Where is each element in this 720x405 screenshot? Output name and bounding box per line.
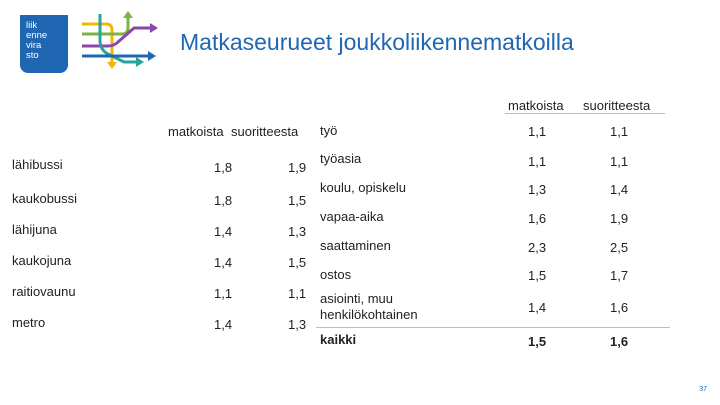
row-label: raitiovaunu xyxy=(12,284,76,299)
value-matkoista: 1,4 xyxy=(214,224,233,239)
value-suoritteesta: 1,1 xyxy=(610,154,629,169)
page-title: Matkaseurueet joukkoliikennematkoilla xyxy=(180,29,574,55)
value-matkoista: 1,4 xyxy=(214,317,233,332)
arrow-head-yellow xyxy=(107,62,117,69)
row-label-continued: henkilökohtainen xyxy=(320,307,418,322)
arrow-head-purple xyxy=(150,23,158,33)
row-label: työasia xyxy=(320,151,362,166)
value-matkoista: 1,6 xyxy=(528,211,547,226)
value-matkoista: 1,1 xyxy=(214,286,233,301)
value-suoritteesta: 1,1 xyxy=(288,286,307,301)
value-matkoista: 1,1 xyxy=(528,124,547,139)
row-label: metro xyxy=(12,315,46,330)
total-value-matkoista: 1,5 xyxy=(528,334,547,349)
column-header-suoritteesta: suoritteesta xyxy=(231,124,299,139)
row-label: lähijuna xyxy=(12,222,57,237)
value-suoritteesta: 1,6 xyxy=(610,300,629,315)
value-matkoista: 1,8 xyxy=(214,160,233,175)
row-label: kaukobussi xyxy=(12,191,78,206)
row-label: asiointi, muu xyxy=(320,291,393,306)
value-suoritteesta: 1,9 xyxy=(610,211,629,226)
value-suoritteesta: 2,5 xyxy=(610,240,629,255)
value-matkoista: 1,5 xyxy=(528,268,547,283)
value-suoritteesta: 1,5 xyxy=(288,255,307,270)
total-divider xyxy=(316,327,670,328)
value-suoritteesta: 1,1 xyxy=(610,124,629,139)
value-suoritteesta: 1,7 xyxy=(610,268,629,283)
value-suoritteesta: 1,3 xyxy=(288,317,307,332)
row-label: kaukojuna xyxy=(12,253,72,268)
page-number: 37 xyxy=(699,386,707,393)
value-matkoista: 1,4 xyxy=(214,255,233,270)
value-suoritteesta: 1,5 xyxy=(288,193,307,208)
logo-line: vira xyxy=(26,40,42,51)
total-value-suoritteesta: 1,6 xyxy=(610,334,629,349)
value-matkoista: 1,1 xyxy=(528,154,547,169)
row-label: koulu, opiskelu xyxy=(320,180,406,195)
logo-line: liik xyxy=(26,20,38,31)
arrow-head-teal xyxy=(136,57,144,67)
logo-line: enne xyxy=(26,30,48,41)
total-row-label: kaikki xyxy=(320,332,357,347)
arrow-purple xyxy=(82,28,152,46)
column-header-matkoista: matkoista xyxy=(508,98,564,113)
row-label: lähibussi xyxy=(12,157,63,172)
value-suoritteesta: 1,4 xyxy=(610,182,629,197)
column-header-matkoista: matkoista xyxy=(168,124,224,139)
arrow-head-green xyxy=(123,11,133,18)
row-label: saattaminen xyxy=(320,238,391,253)
arrow-head-blue xyxy=(148,51,156,61)
header-divider xyxy=(505,113,665,114)
value-matkoista: 1,8 xyxy=(214,193,233,208)
logo-line: sto xyxy=(26,50,39,61)
value-suoritteesta: 1,3 xyxy=(288,224,307,239)
value-matkoista: 2,3 xyxy=(528,240,547,255)
value-suoritteesta: 1,9 xyxy=(288,160,307,175)
agency-logo xyxy=(20,15,68,73)
row-label: ostos xyxy=(320,267,352,282)
column-header-suoritteesta: suoritteesta xyxy=(583,98,651,113)
route-arrows-graphic xyxy=(78,10,160,72)
value-matkoista: 1,4 xyxy=(528,300,547,315)
value-matkoista: 1,3 xyxy=(528,182,547,197)
row-label: työ xyxy=(320,123,338,138)
row-label: vapaa-aika xyxy=(320,209,384,224)
